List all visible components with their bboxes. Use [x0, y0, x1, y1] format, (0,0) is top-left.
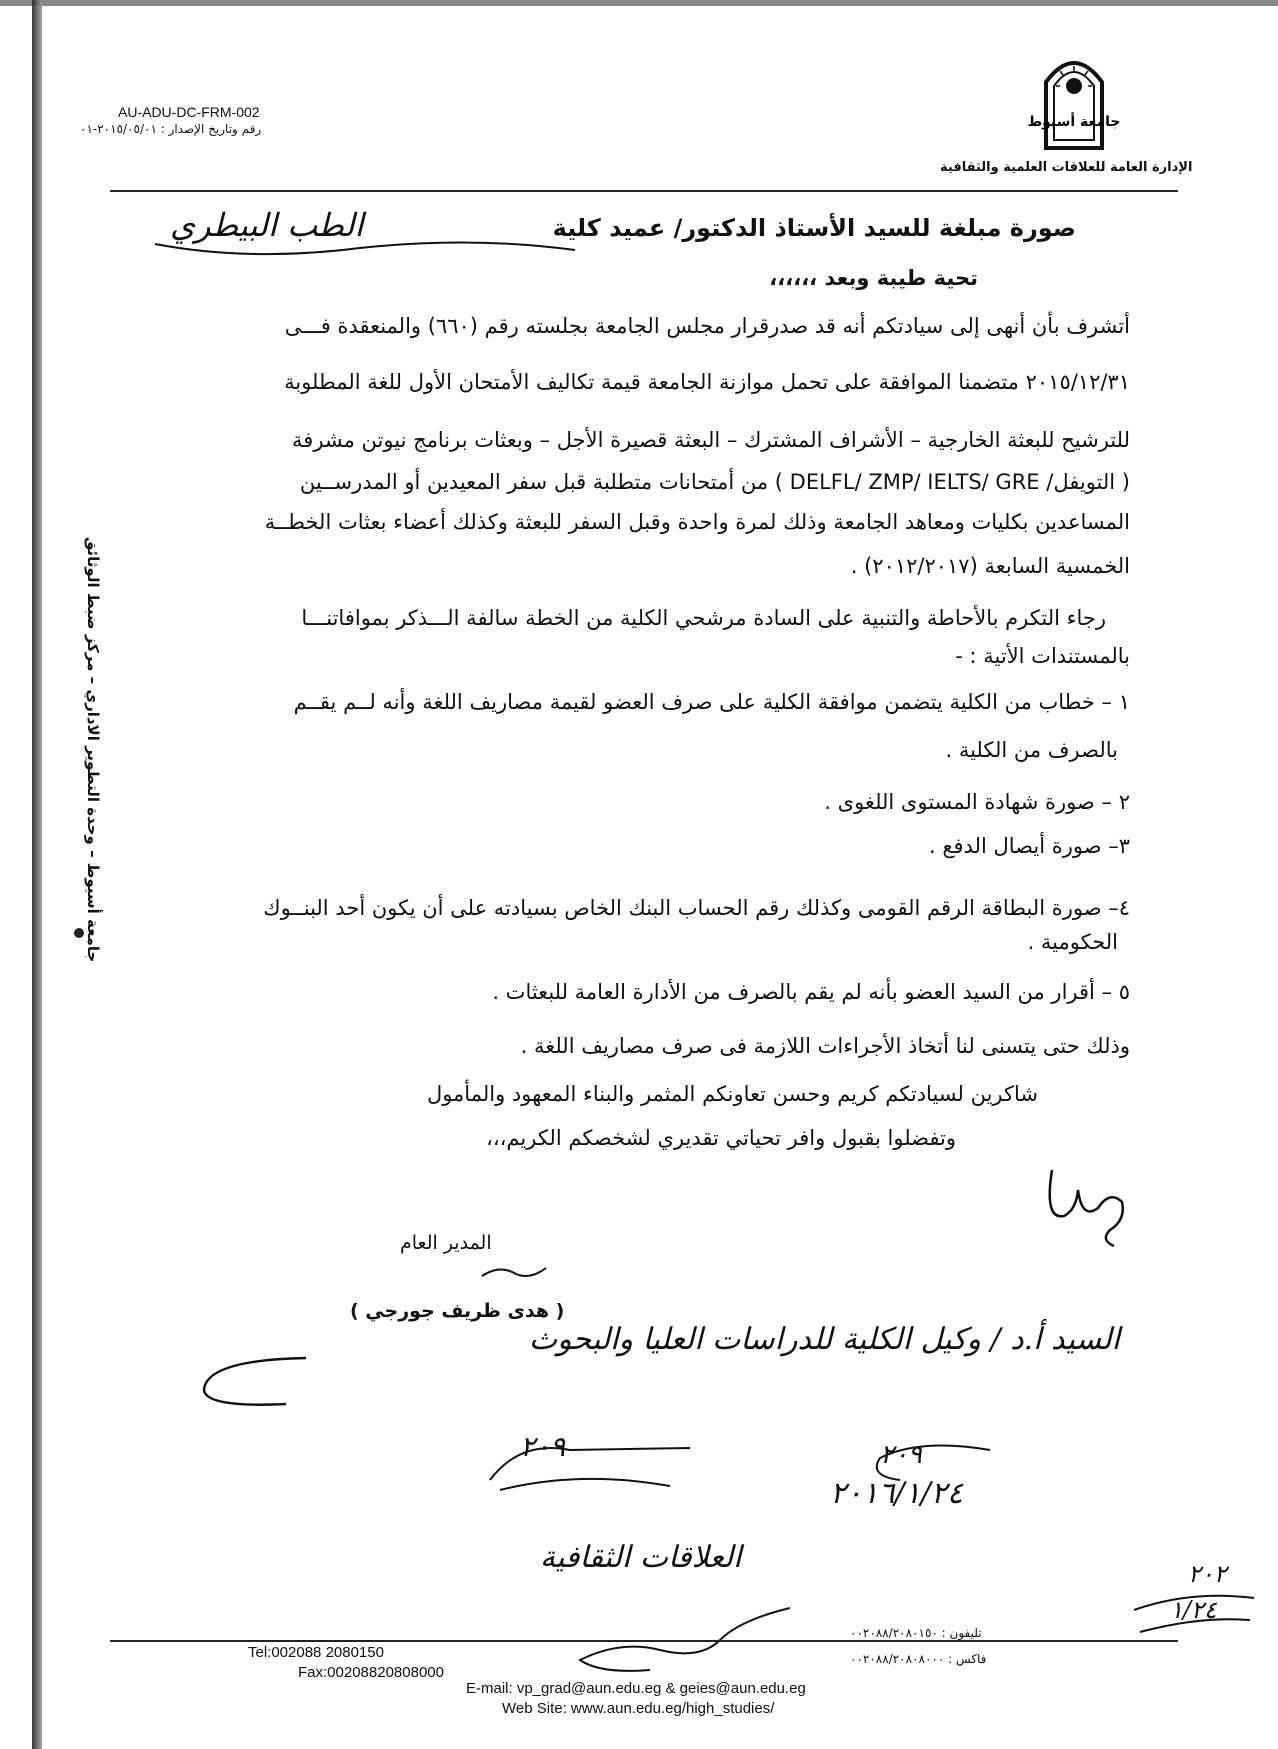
handwritten-ref: ٢٠٢	[1188, 1560, 1227, 1588]
closing-line: شاكرين لسيادتكم كريم وحسن تعاونكم المثمر والبناء المعهود والمأمول	[426, 1082, 1038, 1106]
closing-line: وتفضلوا بقبول وافر تحياتي تقديري لشخصكم الكريم،،،	[486, 1126, 956, 1150]
university-logo	[1027, 48, 1121, 152]
document-item: وذلك حتى يتسنى لنا أتخاذ الأجراءات اللازمة فى صرف مصاريف اللغة .	[520, 1034, 1130, 1058]
document-item: بالصرف من الكلية .	[945, 738, 1118, 762]
document-item: ٣– صورة أيصال الدفع .	[929, 834, 1130, 858]
handwritten-ref: ٢٠٩	[520, 1430, 566, 1463]
footer-tel: Tel:002088 2080150	[248, 1644, 384, 1661]
footer-fax-ar: فاكس : ٠٠٢٠٨٨/٢٠٨٠٨٠٠٠	[850, 1652, 987, 1666]
scan-left-edge	[32, 0, 42, 1749]
paragraph-line: ٢٠١٥/١٢/٣١ متضمنا الموافقة على تحمل موازنة الجامعة قيمة تكاليف الأمتحان الأول للغة المطلوبة	[284, 370, 1130, 394]
issue-date: رقم وتاريخ الإصدار : ٢٠١٥/٠٥/٠١-٠١	[80, 122, 262, 136]
paragraph-line: للترشيح للبعثة الخارجية – الأشراف المشترك – البعثة قصيرة الأجل – وبعثات برنامج نيوتن مشرفة	[292, 428, 1130, 452]
greeting: تحية طيبة وبعد ،،،،،،	[769, 266, 978, 290]
handwriting-swoosh	[196, 1350, 316, 1410]
request-line: بالمستندات الأتية : -	[955, 644, 1130, 668]
letter-title: صورة مبلغة للسيد الأستاذ الدكتور/ عميد كلية	[552, 214, 1076, 242]
footer-email: E-mail: vp_grad@aun.edu.eg & geies@aun.edu.eg	[466, 1680, 806, 1697]
document-item: ٤– صورة البطاقة الرقم القومى وكذلك رقم الحساب البنك الخاص بسيادته على أن يكون أحد البنــوك	[263, 896, 1130, 920]
handwritten-faculty: الطب البيطري	[170, 206, 364, 244]
footer-website: Web Site: www.aun.edu.eg/high_studies/	[502, 1700, 775, 1717]
document-item: ٢ – صورة شهادة المستوى اللغوى .	[824, 790, 1130, 814]
paragraph-line: الخمسية السابعة (٢٠١٢/٢٠١٧) .	[850, 554, 1130, 578]
form-code: AU-ADU-DC-FRM-002	[118, 104, 260, 120]
handwritten-office-note: العلاقات الثقافية	[540, 1540, 742, 1575]
paragraph-line: المساعدين بكليات ومعاهد الجامعة وذلك لمرة واحدة وقبل السفر للبعثة وكذلك أعضاء بعثات الخطــة	[264, 510, 1130, 534]
handwritten-date: ١/٢٤	[1170, 1596, 1217, 1624]
footer-fax: Fax:00208820808000	[298, 1664, 444, 1681]
initials-mark	[480, 1262, 550, 1282]
footer-divider	[110, 1640, 1178, 1642]
footer-phone-ar: تليفون : ٠٠٢٠٨٨/٢٠٨٠١٥٠	[850, 1626, 982, 1640]
paragraph-line: ( التويفل/ DELFL/ ZMP/ IELTS/ GRE ) من أمتحانات متطلبة قبل سفر المعيدين أو المدرســين	[299, 470, 1130, 494]
request-line: رجاء التكرم بالأحاطة والتنبية على السادة مرشحي الكلية من الخطة سالفة الـــذكر بموافاتنـــا	[301, 606, 1106, 630]
document-item: ٥ – أقرار من السيد العضو بأنه لم يقم بالصرف من الأدارة العامة للبعثات .	[492, 980, 1130, 1004]
scan-top-edge	[0, 0, 1278, 6]
department-name: الإدارة العامة للعلاقات العلمية والثقافية	[940, 160, 1193, 175]
ref-strike	[480, 1420, 700, 1500]
signatory-title: المدير العام	[400, 1232, 492, 1254]
handwritten-ref: ٢٠٩	[880, 1440, 922, 1470]
logo-text: جامعة أسيوط	[1027, 114, 1121, 130]
side-stamp: جامعة أسيوط – وحدة التطوير الاداري – مركز ضبط الوثائق	[84, 537, 102, 963]
handwritten-date: ٢٠١٦/١/٢٤	[830, 1476, 964, 1511]
handwritten-forward-note: السيد أ.د / وكيل الكلية للدراسات العليا والبحوث	[528, 1322, 1120, 1357]
signatory-name: ( هدى ظريف جورجي )	[350, 1300, 565, 1322]
signature-scribble	[1040, 1160, 1140, 1250]
handwriting-underline	[150, 232, 580, 262]
date-underline	[1130, 1580, 1260, 1640]
punch-hole	[74, 928, 84, 938]
document-item: الحكومية .	[1027, 930, 1118, 954]
header-divider	[110, 190, 1178, 192]
paragraph-line: أتشرف بأن أنهى إلى سيادتكم أنه قد صدرقرار مجلس الجامعة بجلسته رقم (٦٦٠) والمنعقدة فـــى	[284, 314, 1130, 338]
document-item: ١ – خطاب من الكلية يتضمن موافقة الكلية على صرف العضو لقيمة مصاريف اللغة وأنه لــم يقــم	[293, 690, 1130, 714]
